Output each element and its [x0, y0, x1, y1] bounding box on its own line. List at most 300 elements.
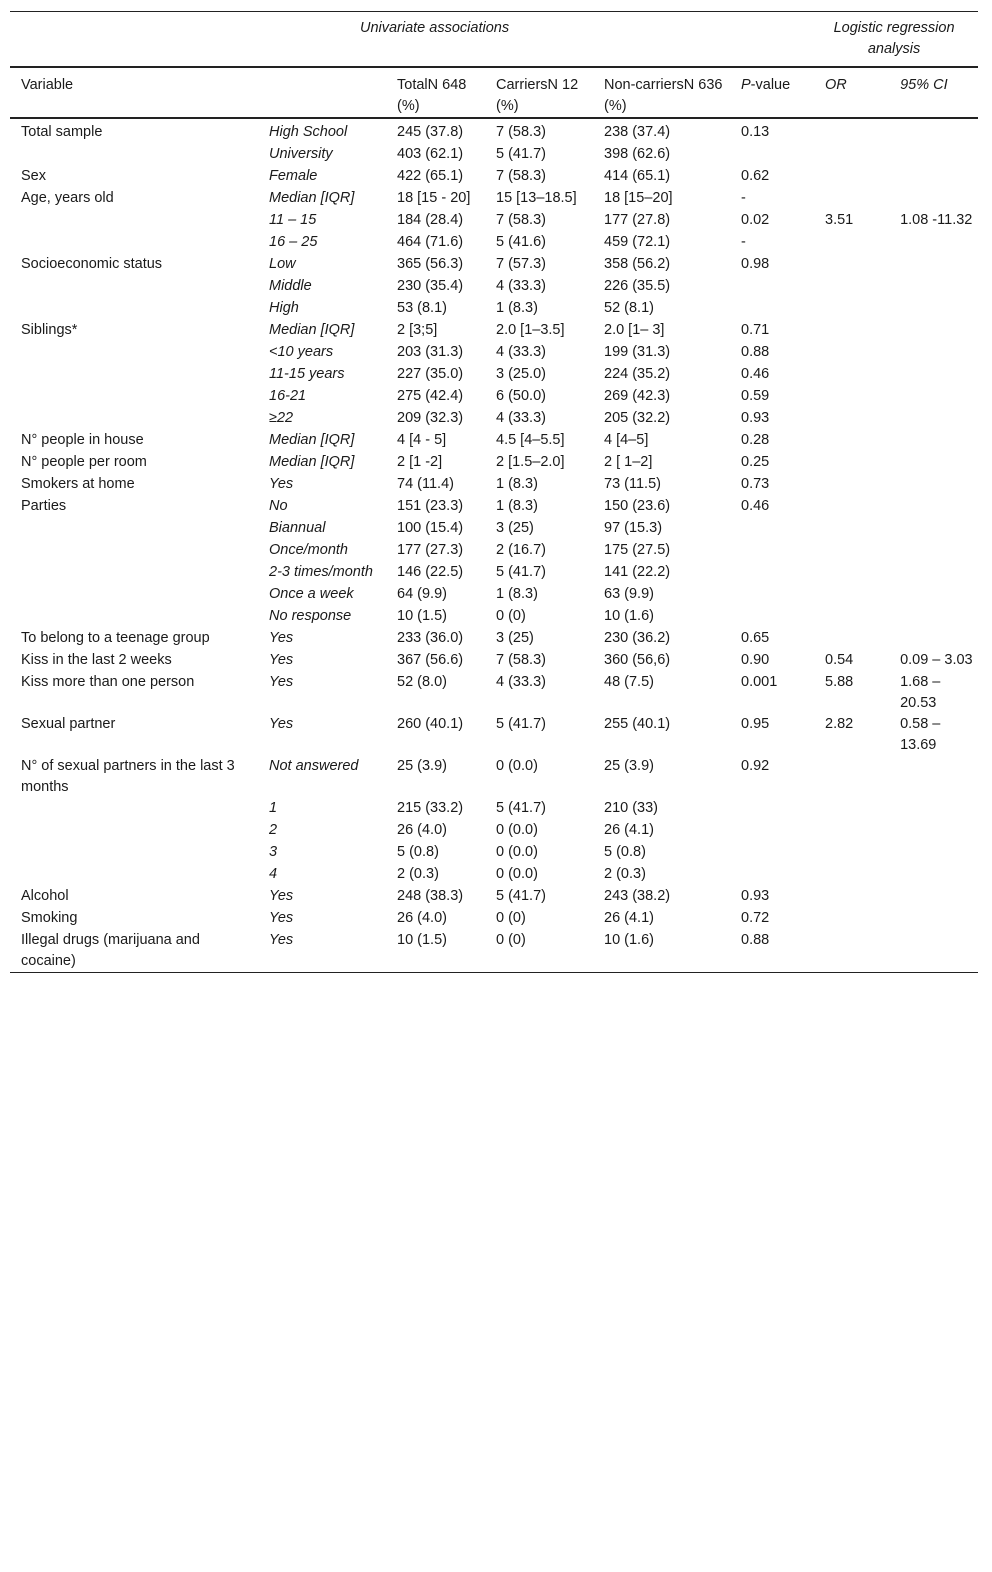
row-p-value — [730, 144, 814, 166]
table-row — [10, 320, 978, 342]
logistic-header — [833, 12, 978, 68]
row-ci — [889, 756, 978, 798]
row-or — [814, 864, 889, 886]
row-noncarriers: 26 (4.1) — [604, 910, 654, 926]
row-ci — [889, 408, 978, 430]
row-carriers: 0 (0.0) — [496, 758, 538, 774]
row-noncarriers: 10 (1.6) — [604, 932, 654, 948]
row-ci: 1.08 -11.32 — [900, 212, 973, 228]
row-carriers: 2.0 [1–3.5] — [496, 322, 565, 338]
col-or: OR — [825, 77, 847, 93]
row-p-value: 0.93 — [741, 888, 770, 904]
table-row — [10, 886, 978, 908]
row-or — [814, 430, 889, 452]
row-total: 215 (33.2) — [397, 800, 464, 816]
table-row — [10, 430, 978, 452]
row-noncarriers: 226 (35.5) — [604, 278, 671, 294]
row-category: 3 — [269, 844, 278, 860]
row-variable: Smoking — [21, 910, 78, 926]
row-total: 245 (37.8) — [397, 124, 464, 140]
row-p-value: 0.88 — [741, 932, 770, 948]
row-noncarriers: 230 (36.2) — [604, 630, 671, 646]
row-carriers: 1 (8.3) — [496, 498, 538, 514]
row-or — [814, 628, 889, 650]
row-noncarriers: 18 [15–20] — [604, 190, 673, 206]
row-carriers: 4 (33.3) — [496, 674, 546, 690]
row-or — [814, 118, 889, 144]
row-noncarriers: 2.0 [1– 3] — [604, 322, 665, 338]
row-or — [814, 188, 889, 210]
row-carriers: 5 (41.6) — [496, 234, 546, 250]
univariate-header: Univariate associations — [359, 20, 510, 36]
row-total: 26 (4.0) — [397, 910, 447, 926]
row-or — [814, 386, 889, 408]
table-row — [10, 562, 978, 584]
row-or — [814, 144, 889, 166]
row-total: 25 (3.9) — [397, 758, 447, 774]
row-p-value — [730, 584, 814, 606]
col-p-letter: P — [741, 77, 751, 93]
row-variable — [10, 342, 258, 364]
row-variable: Kiss in the last 2 weeks — [21, 652, 172, 668]
row-variable — [10, 386, 258, 408]
row-ci — [889, 386, 978, 408]
row-total: 230 (35.4) — [397, 278, 464, 294]
row-ci — [889, 540, 978, 562]
row-total: 53 (8.1) — [397, 300, 447, 316]
row-category: 16 – 25 — [269, 234, 318, 250]
row-noncarriers: 2 [ 1–2] — [604, 454, 653, 470]
row-total: 248 (38.3) — [397, 888, 464, 904]
table-row — [10, 118, 978, 144]
row-carriers: 7 (58.3) — [496, 124, 546, 140]
row-ci — [889, 864, 978, 886]
row-p-value: 0.90 — [741, 652, 770, 668]
row-noncarriers: 141 (22.2) — [604, 564, 671, 580]
row-carriers: 2 (16.7) — [496, 542, 546, 558]
row-category: 11-15 years — [269, 366, 345, 382]
row-category: Yes — [269, 932, 294, 948]
row-category: 1 — [269, 800, 278, 816]
row-or: 2.82 — [825, 716, 854, 732]
row-total: 52 (8.0) — [397, 674, 447, 690]
row-variable — [10, 144, 258, 166]
row-variable: To belong to a teenage group — [21, 630, 210, 646]
row-category: 2-3 times/month — [269, 564, 373, 580]
row-carriers: 7 (58.3) — [496, 652, 546, 668]
row-category: Yes — [269, 910, 294, 926]
row-p-value — [730, 864, 814, 886]
row-p-value: 0.98 — [741, 256, 770, 272]
row-category: No — [269, 498, 288, 514]
row-noncarriers: 177 (27.8) — [604, 212, 671, 228]
row-variable — [10, 864, 258, 886]
row-noncarriers: 398 (62.6) — [604, 146, 671, 162]
row-variable — [10, 364, 258, 386]
row-variable: Sex — [21, 168, 46, 184]
row-p-value: 0.95 — [741, 716, 770, 732]
row-category: Biannual — [269, 520, 326, 536]
row-p-value — [730, 518, 814, 540]
row-or — [814, 820, 889, 842]
row-noncarriers: 175 (27.5) — [604, 542, 671, 558]
row-or — [814, 496, 889, 518]
row-total: 464 (71.6) — [397, 234, 464, 250]
row-p-value — [730, 606, 814, 628]
row-variable: Kiss more than one person — [21, 674, 195, 690]
table-row — [10, 496, 978, 518]
row-p-value — [730, 562, 814, 584]
table-row — [10, 188, 978, 210]
row-variable: Parties — [21, 498, 67, 514]
row-total: 10 (1.5) — [397, 608, 447, 624]
row-or: 3.51 — [825, 212, 854, 228]
row-ci — [889, 254, 978, 276]
table-row — [10, 210, 978, 232]
table-row — [10, 474, 978, 496]
row-total: 275 (42.4) — [397, 388, 464, 404]
row-carriers: 3 (25.0) — [496, 366, 546, 382]
row-or — [814, 342, 889, 364]
row-carriers: 5 (41.7) — [496, 146, 546, 162]
row-variable: N° of sexual partners in the last 3 months — [21, 758, 235, 795]
row-or: 0.54 — [825, 652, 854, 668]
row-ci — [889, 474, 978, 496]
row-total: 146 (22.5) — [397, 564, 464, 580]
row-total: 26 (4.0) — [397, 822, 447, 838]
row-p-value: 0.73 — [741, 476, 770, 492]
row-p-value: 0.02 — [741, 212, 770, 228]
row-total: 260 (40.1) — [397, 716, 464, 732]
row-total: 100 (15.4) — [397, 520, 464, 536]
row-or — [814, 518, 889, 540]
row-category: No response — [269, 608, 352, 624]
table-row — [10, 276, 978, 298]
row-category: Median [IQR] — [269, 190, 355, 206]
table-body — [10, 118, 978, 973]
table-row — [10, 650, 978, 672]
column-header-row — [10, 67, 978, 118]
row-category: Middle — [269, 278, 312, 294]
row-category: Yes — [269, 652, 294, 668]
row-ci — [889, 886, 978, 908]
row-category: Once a week — [269, 586, 354, 602]
row-ci — [889, 166, 978, 188]
row-category: Median [IQR] — [269, 432, 355, 448]
row-or — [814, 298, 889, 320]
row-carriers: 3 (25) — [496, 520, 534, 536]
row-noncarriers: 52 (8.1) — [604, 300, 654, 316]
row-p-value: - — [741, 190, 746, 206]
row-variable: Siblings* — [21, 322, 78, 338]
table-row — [10, 144, 978, 166]
col-p-value — [730, 67, 814, 118]
row-category: Once/month — [269, 542, 348, 558]
row-category: University — [269, 146, 333, 162]
row-carriers: 0 (0) — [496, 932, 526, 948]
row-carriers: 6 (50.0) — [496, 388, 546, 404]
row-p-value: 0.28 — [741, 432, 770, 448]
row-variable: N° people per room — [21, 454, 147, 470]
row-noncarriers: 97 (15.3) — [604, 520, 663, 536]
col-carriers: CarriersN 12 (%) — [496, 77, 579, 114]
row-variable — [10, 842, 258, 864]
row-variable — [10, 820, 258, 842]
table-row — [10, 628, 978, 650]
row-noncarriers: 5 (0.8) — [604, 844, 646, 860]
row-category: Yes — [269, 674, 294, 690]
row-carriers: 7 (57.3) — [496, 256, 546, 272]
row-carriers: 7 (58.3) — [496, 212, 546, 228]
row-carriers: 3 (25) — [496, 630, 534, 646]
row-total: 2 [1 -2] — [397, 454, 443, 470]
row-or: 5.88 — [825, 674, 854, 690]
row-variable — [10, 606, 258, 628]
row-noncarriers: 48 (7.5) — [604, 674, 654, 690]
results-table-container — [10, 11, 978, 973]
table-row — [10, 364, 978, 386]
row-carriers: 2 [1.5–2.0] — [496, 454, 565, 470]
group-header-row — [10, 12, 978, 68]
table-row — [10, 756, 978, 798]
row-noncarriers: 25 (3.9) — [604, 758, 654, 774]
row-total: 18 [15 - 20] — [397, 190, 471, 206]
row-variable — [10, 562, 258, 584]
row-category: Female — [269, 168, 318, 184]
row-ci — [889, 452, 978, 474]
row-total: 4 [4 - 5] — [397, 432, 447, 448]
row-noncarriers: 414 (65.1) — [604, 168, 671, 184]
row-carriers: 4 (33.3) — [496, 278, 546, 294]
row-variable: Sexual partner — [21, 716, 116, 732]
table-row — [10, 606, 978, 628]
row-noncarriers: 360 (56,6) — [604, 652, 671, 668]
row-variable — [10, 798, 258, 820]
col-variable: Variable — [21, 77, 74, 93]
row-category: 16-21 — [269, 388, 307, 404]
table-row — [10, 254, 978, 276]
row-category: 4 — [269, 866, 278, 882]
row-total: 177 (27.3) — [397, 542, 464, 558]
row-carriers: 5 (41.7) — [496, 716, 546, 732]
row-category: Not answered — [269, 758, 359, 774]
row-carriers: 15 [13–18.5] — [496, 190, 577, 206]
row-variable — [10, 298, 258, 320]
row-category: Low — [269, 256, 296, 272]
row-total: 184 (28.4) — [397, 212, 464, 228]
row-carriers: 0 (0.0) — [496, 822, 538, 838]
table-row — [10, 908, 978, 930]
row-carriers: 4 (33.3) — [496, 344, 546, 360]
row-or — [814, 254, 889, 276]
row-p-value: 0.93 — [741, 410, 770, 426]
row-category: 2 — [269, 822, 278, 838]
row-noncarriers: 210 (33) — [604, 800, 659, 816]
row-noncarriers: 238 (37.4) — [604, 124, 671, 140]
row-total: 64 (9.9) — [397, 586, 447, 602]
row-p-value: 0.46 — [741, 498, 770, 514]
row-or — [814, 908, 889, 930]
row-category: Yes — [269, 888, 294, 904]
row-ci — [889, 584, 978, 606]
row-variable — [10, 232, 258, 254]
table-row — [10, 408, 978, 430]
row-variable: Socioeconomic status — [21, 256, 163, 272]
row-category: <10 years — [269, 344, 334, 360]
row-carriers: 1 (8.3) — [496, 586, 538, 602]
row-variable: Age, years old — [21, 190, 114, 206]
row-p-value: - — [741, 234, 746, 250]
row-p-value — [730, 842, 814, 864]
row-variable: Illegal drugs (marijuana and cocaine) — [21, 932, 200, 969]
row-total: 5 (0.8) — [397, 844, 439, 860]
table-row — [10, 342, 978, 364]
row-or — [814, 606, 889, 628]
row-ci — [889, 908, 978, 930]
logistic-header-text: Logistic regression analysis — [833, 20, 955, 57]
row-p-value: 0.88 — [741, 344, 770, 360]
row-or — [814, 474, 889, 496]
row-total: 367 (56.6) — [397, 652, 464, 668]
row-category: Yes — [269, 630, 294, 646]
row-carriers: 1 (8.3) — [496, 476, 538, 492]
row-ci — [889, 144, 978, 166]
table-row — [10, 714, 978, 756]
row-category: Median [IQR] — [269, 454, 355, 470]
row-or — [814, 320, 889, 342]
row-total: 365 (56.3) — [397, 256, 464, 272]
table-row — [10, 386, 978, 408]
row-noncarriers: 26 (4.1) — [604, 822, 654, 838]
row-or — [814, 756, 889, 798]
row-variable: Alcohol — [21, 888, 69, 904]
row-ci — [889, 364, 978, 386]
row-noncarriers: 10 (1.6) — [604, 608, 654, 624]
row-ci — [889, 798, 978, 820]
row-variable — [10, 408, 258, 430]
row-carriers: 0 (0) — [496, 608, 526, 624]
row-variable: N° people in house — [21, 432, 144, 448]
row-p-value: 0.71 — [741, 322, 770, 338]
row-ci — [889, 232, 978, 254]
table-row — [10, 864, 978, 886]
row-variable — [10, 540, 258, 562]
row-variable — [10, 584, 258, 606]
row-noncarriers: 243 (38.2) — [604, 888, 671, 904]
row-category: High School — [269, 124, 348, 140]
row-or — [814, 798, 889, 820]
row-variable: Total sample — [21, 124, 103, 140]
row-p-value — [730, 276, 814, 298]
row-total: 209 (32.3) — [397, 410, 464, 426]
row-variable: Smokers at home — [21, 476, 135, 492]
col-category — [258, 67, 386, 118]
row-total: 151 (23.3) — [397, 498, 464, 514]
row-category: 11 – 15 — [269, 212, 317, 228]
table-row — [10, 798, 978, 820]
row-carriers: 1 (8.3) — [496, 300, 538, 316]
row-or — [814, 540, 889, 562]
row-total: 74 (11.4) — [397, 476, 454, 492]
row-total: 403 (62.1) — [397, 146, 464, 162]
col-p-suffix: -value — [750, 77, 791, 93]
row-noncarriers: 63 (9.9) — [604, 586, 654, 602]
row-ci — [889, 606, 978, 628]
row-total: 422 (65.1) — [397, 168, 464, 184]
row-p-value: 0.65 — [741, 630, 770, 646]
table-row — [10, 842, 978, 864]
row-or — [814, 364, 889, 386]
table-row — [10, 452, 978, 474]
row-total: 227 (35.0) — [397, 366, 464, 382]
row-or — [814, 562, 889, 584]
row-ci: 0.58 – 13.69 — [900, 716, 941, 753]
row-or — [814, 452, 889, 474]
row-noncarriers: 459 (72.1) — [604, 234, 671, 250]
row-noncarriers: 150 (23.6) — [604, 498, 671, 514]
row-p-value — [730, 540, 814, 562]
row-carriers: 0 (0) — [496, 910, 526, 926]
row-or — [814, 166, 889, 188]
row-carriers: 4 (33.3) — [496, 410, 546, 426]
row-total: 233 (36.0) — [397, 630, 464, 646]
row-or — [814, 584, 889, 606]
row-or — [814, 930, 889, 973]
row-p-value: 0.72 — [741, 910, 770, 926]
row-category: Median [IQR] — [269, 322, 355, 338]
row-category: Yes — [269, 476, 294, 492]
row-ci: 0.09 – 3.03 — [900, 652, 973, 668]
table-row — [10, 166, 978, 188]
table-row — [10, 540, 978, 562]
row-p-value: 0.46 — [741, 366, 770, 382]
row-noncarriers: 358 (56.2) — [604, 256, 671, 272]
row-ci — [889, 820, 978, 842]
col-total: TotalN 648 (%) — [397, 77, 467, 114]
row-or — [814, 886, 889, 908]
row-noncarriers: 199 (31.3) — [604, 344, 671, 360]
table-row — [10, 518, 978, 540]
row-ci — [889, 930, 978, 973]
table-row — [10, 820, 978, 842]
row-ci — [889, 628, 978, 650]
row-carriers: 5 (41.7) — [496, 564, 546, 580]
row-ci — [889, 562, 978, 584]
row-carriers: 0 (0.0) — [496, 844, 538, 860]
row-carriers: 5 (41.7) — [496, 888, 546, 904]
row-carriers: 4.5 [4–5.5] — [496, 432, 565, 448]
row-ci — [889, 118, 978, 144]
row-ci — [889, 320, 978, 342]
table-row — [10, 930, 978, 973]
row-ci — [889, 496, 978, 518]
row-p-value — [730, 820, 814, 842]
row-or — [814, 276, 889, 298]
row-noncarriers: 205 (32.2) — [604, 410, 671, 426]
row-category: ≥22 — [269, 410, 294, 426]
row-carriers: 7 (58.3) — [496, 168, 546, 184]
table-row — [10, 298, 978, 320]
row-noncarriers: 4 [4–5] — [604, 432, 649, 448]
row-p-value: 0.62 — [741, 168, 770, 184]
row-ci — [889, 842, 978, 864]
row-category: High — [269, 300, 299, 316]
table-row — [10, 584, 978, 606]
row-ci — [889, 188, 978, 210]
row-or — [814, 408, 889, 430]
row-noncarriers: 73 (11.5) — [604, 476, 661, 492]
row-ci — [889, 342, 978, 364]
